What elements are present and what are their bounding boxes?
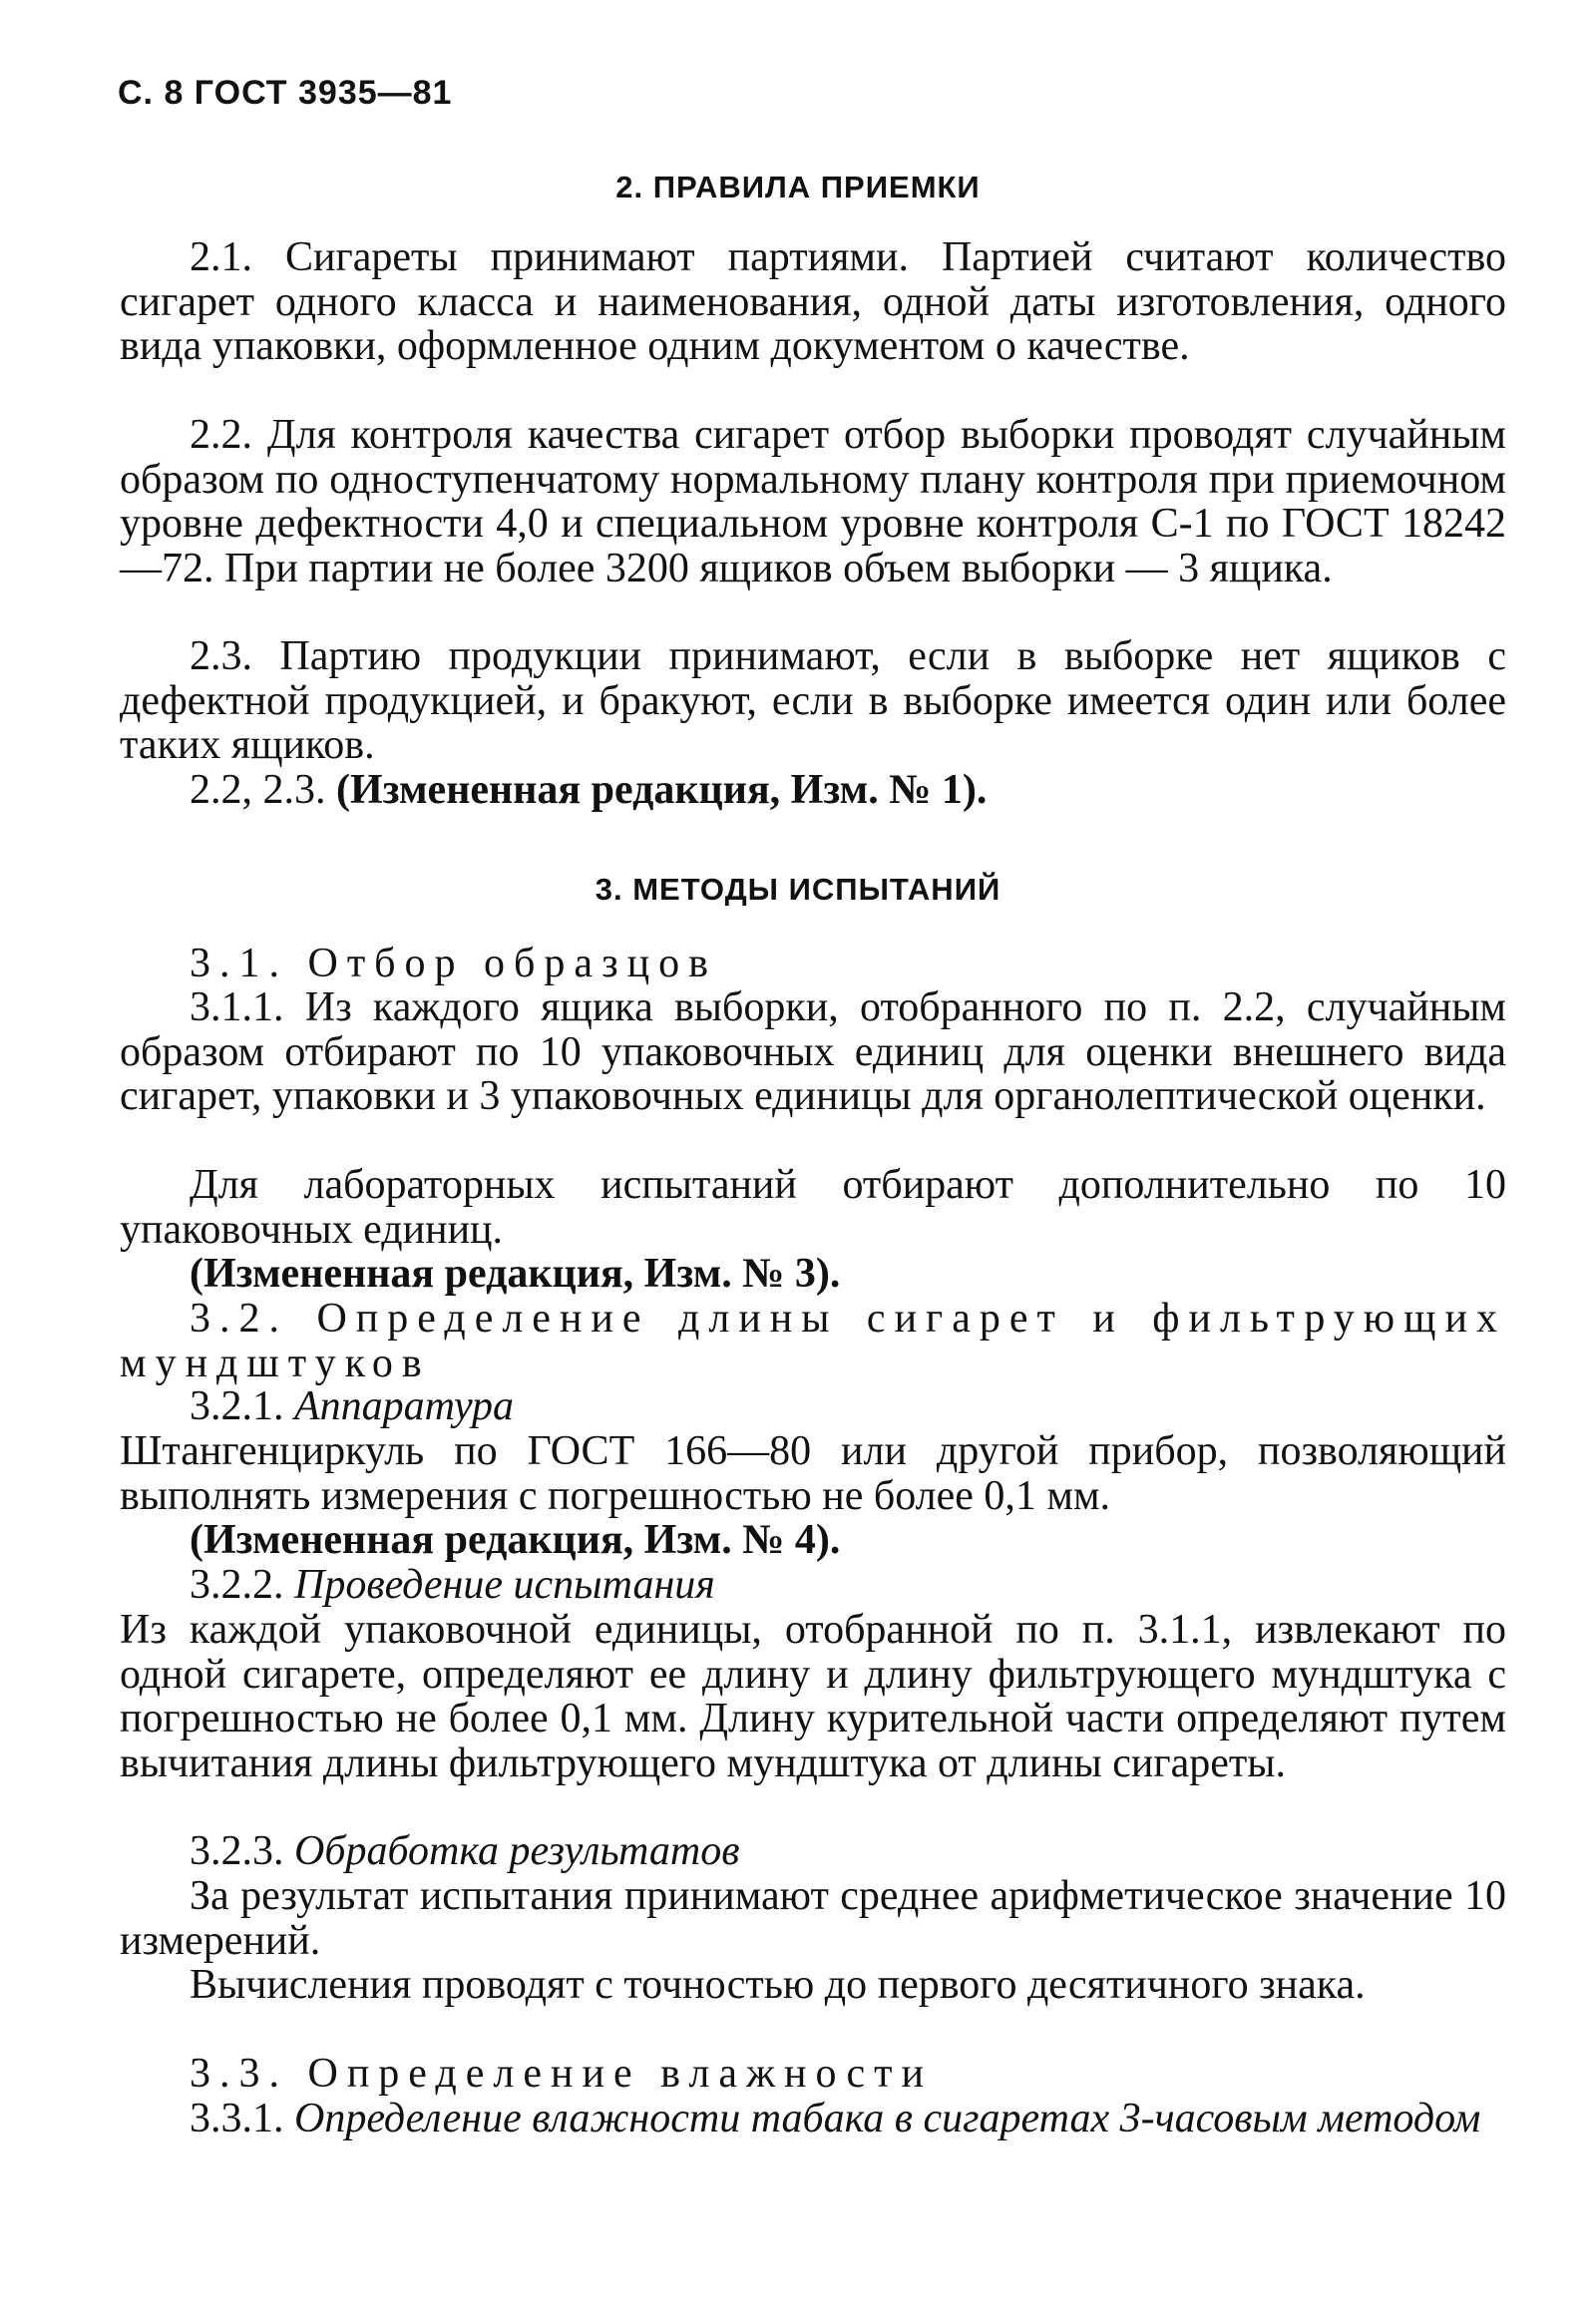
paragraph-2-3: 2.3. Партию продукции принимают, если в выборке нет ящиков с дефектной продукцией, и бракуют, если в выборке имеется один или более таких ящиков. — [120, 633, 1506, 768]
heading-3-2-2 — [190, 1563, 1506, 1608]
amendment-note-3: (Измененная редакция, Изм. № 3). — [190, 1251, 841, 1297]
heading-3-1: 3.1. Отбор образцов — [190, 941, 717, 986]
paragraph-3-2-3-b: Вычисления проводят с точностью до первого десятичного знака. — [190, 1962, 1366, 2008]
paragraph-2-2: 2.2. Для контроля качества сигарет отбор выборки проводят случайным образом по одноступенчатому нормальному плану контроля при приемочном уровне дефектности 4,0 и специальном уровне контроля С-1 по ГОСТ 18242—72. При партии не более 3200 ящиков объем выборки — 3 ящика. — [120, 412, 1506, 591]
section-3-title: 3. МЕТОДЫ ИСПЫТАНИЙ — [595, 872, 1001, 907]
amendment-note-1 — [190, 768, 1506, 813]
amendment-note-4: (Измененная редакция, Изм. № 4). — [190, 1517, 841, 1563]
heading-number: 3.2.1. — [190, 1383, 284, 1429]
amendment-text: (Измененная редакция, Изм. № 1). — [336, 767, 988, 813]
heading-title: Аппаратура — [294, 1383, 515, 1429]
heading-3-2-1 — [190, 1384, 1506, 1429]
heading-3-3: 3.3. Определение влажности — [190, 2051, 933, 2097]
heading-3-2-3 — [190, 1829, 1506, 1874]
paragraph-3-1-1-extra: Для лабораторных испытаний отбирают дополнительно по 10 упаковочных единиц. — [120, 1162, 1506, 1253]
heading-number: 3.2.2. — [190, 1562, 284, 1608]
paragraph-2-1: 2.1. Сигареты принимают партиями. Партией считают количество сигарет одного класса и наименования, одной даты изготовления, одного вида упаковки, оформленное одним документом о качестве. — [120, 234, 1506, 369]
heading-number: 3.3.1. — [190, 2096, 284, 2141]
heading-title: Определение влажности табака в сигаретах 3-часовым методом — [294, 2096, 1481, 2141]
heading-3-3-1 — [120, 2097, 1506, 2141]
paragraph-3-2-3-a: За результат испытания принимают среднее арифметическое значение 10 измерений. — [120, 1873, 1506, 1964]
running-head: С. 8 ГОСТ 3935—81 — [118, 74, 453, 112]
amendment-ref: 2.2, 2.3. — [190, 767, 326, 813]
section-2-title: 2. ПРАВИЛА ПРИЕМКИ — [615, 170, 981, 204]
heading-title: Проведение испытания — [294, 1562, 715, 1608]
heading-3-2: 3.2. Определение длины сигарет и фильтрующих мундштуков — [120, 1296, 1506, 1386]
paragraph-3-2-1: Штангенциркуль по ГОСТ 166—80 или другой прибор, позволяющий выполнять измерения с погрешностью не более 0,1 мм. — [120, 1428, 1506, 1519]
paragraph-3-1-1: 3.1.1. Из каждого ящика выборки, отобранного по п. 2.2, случайным образом отбирают по 10 упаковочных единиц для оценки внешнего вида сигарет, упаковки и 3 упаковочных единицы для органолептической оценки. — [120, 984, 1506, 1119]
heading-number: 3.2.3. — [190, 1828, 284, 1874]
heading-title: Обработка результатов — [294, 1828, 740, 1874]
paragraph-3-2-2: Из каждой упаковочной единицы, отобранной по п. 3.1.1, извлекают по одной сигарете, определяют ее длину и длину фильтрующего мундштука с погрешностью не более 0,1 мм. Длину курительной части определяют путем вычитания длины фильтрующего мундштука от длины сигареты. — [120, 1607, 1506, 1786]
